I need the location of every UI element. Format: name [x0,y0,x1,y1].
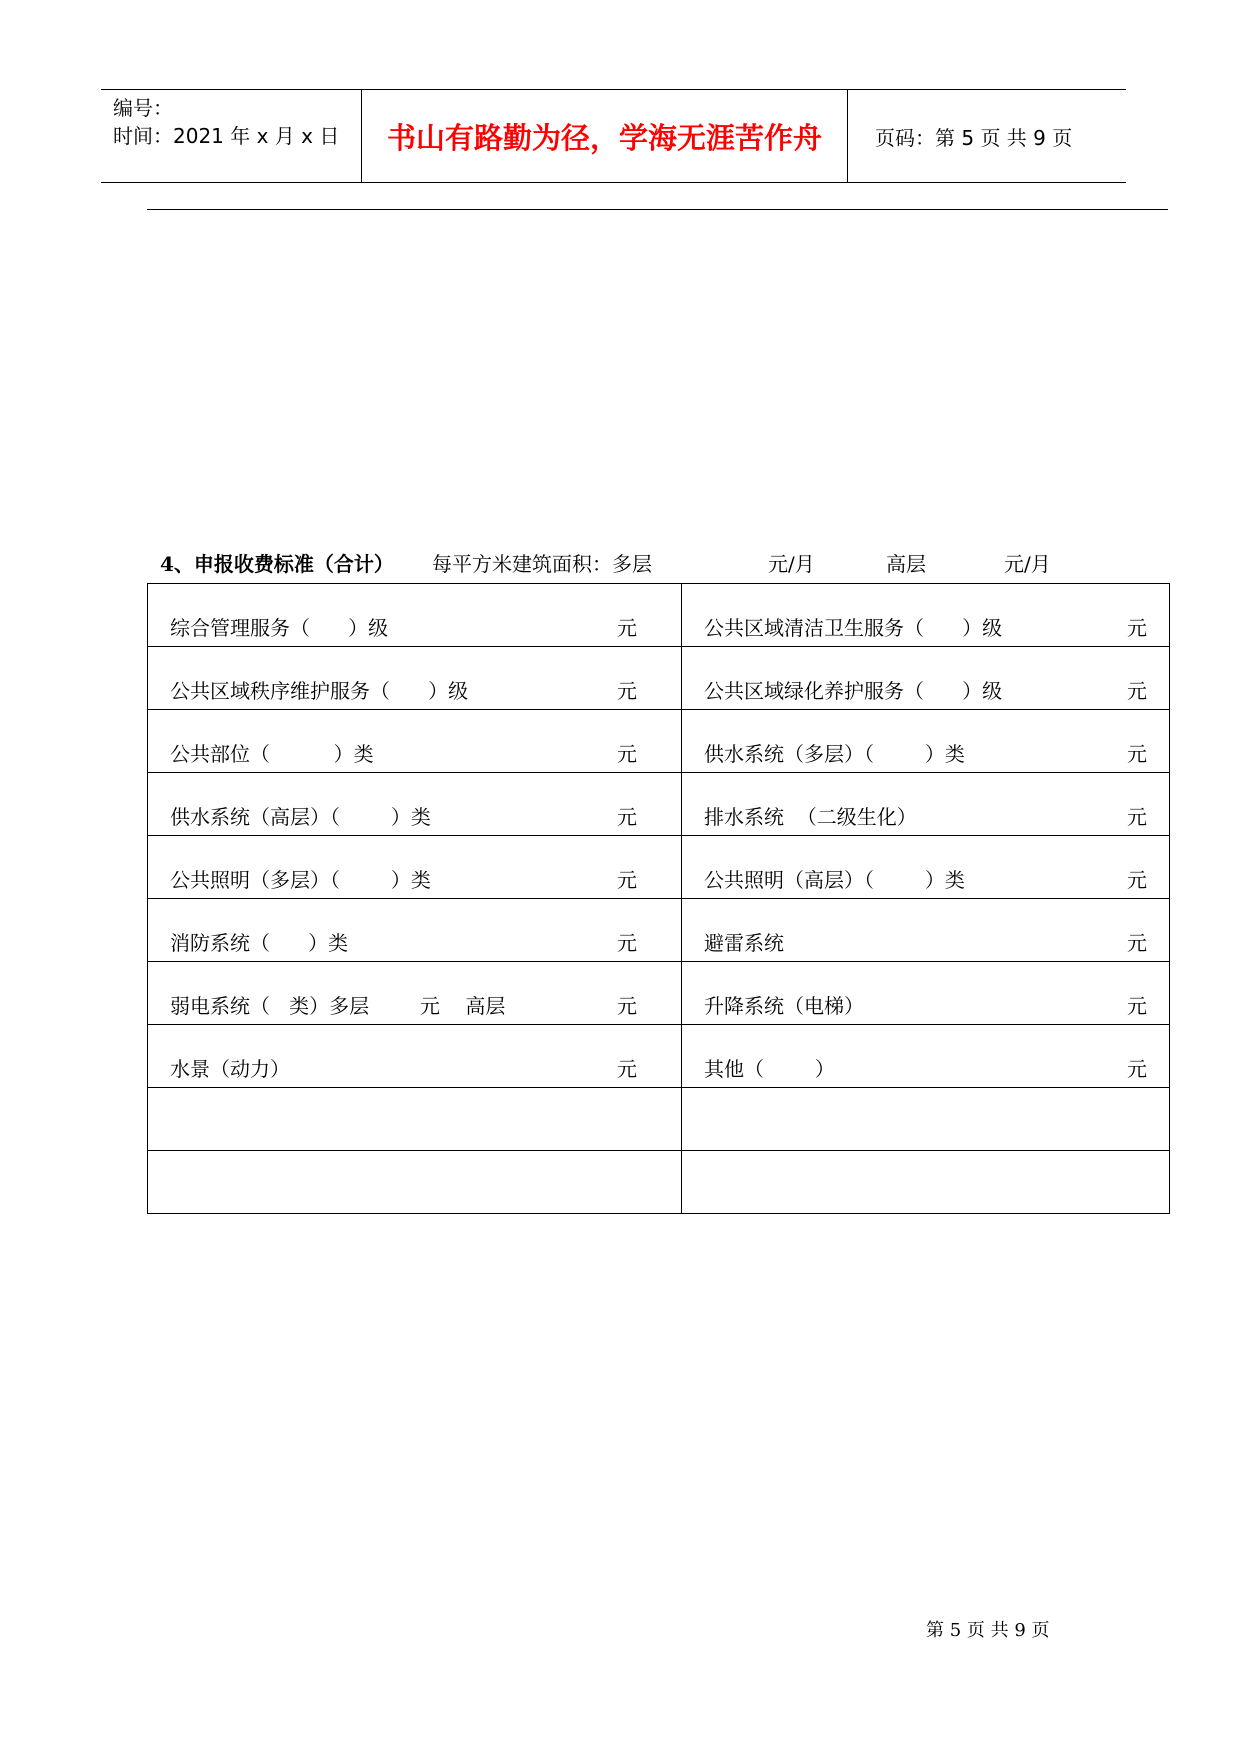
fee-item-label: 供水系统（多层）（ ）类 [704,742,965,766]
fee-row [148,962,1170,1025]
fee-cell-right [682,773,1170,836]
fee-item-unit: 元 [1127,742,1147,766]
fee-cell-left [148,1151,682,1214]
fee-item-unit: 元 [1127,679,1147,703]
fee-item-unit: 元 [1127,994,1147,1018]
fee-cell-right [682,584,1170,647]
section-title: 4、申报收费标准（合计） [160,552,394,576]
fee-item-unit: 元 [617,994,637,1018]
fee-row [148,1088,1170,1151]
fee-item-unit: 元 [617,616,637,640]
fee-cell-right [682,1151,1170,1214]
fee-item-label: 消防系统（ ）类 [170,931,349,955]
fee-cell-right [682,647,1170,710]
page-footer: 第 5 页 共 9 页 [926,1620,1050,1641]
fee-item [148,1088,681,1150]
fee-item-label: 供水系统（高层）（ ）类 [170,805,431,829]
fee-cell-left [148,899,682,962]
fee-cell-left [148,836,682,899]
fee-item [682,836,1169,898]
fee-item-unit: 元 [617,742,637,766]
fee-item [682,962,1169,1024]
fee-cell-left [148,584,682,647]
fee-row [148,584,1170,647]
fee-item [682,773,1169,835]
fee-cell-left [148,773,682,836]
fee-item [682,1088,1169,1150]
area-label: 每平方米建筑面积：多层 [432,552,652,576]
fee-item [148,962,681,1024]
fee-item-unit: 元 [617,679,637,703]
fee-cell-left [148,710,682,773]
fee-item-label: 升降系统（电梯） [704,994,864,1018]
fee-item-label: 水景（动力） [170,1057,290,1081]
fee-item-unit: 元 [1127,805,1147,829]
fee-cell-right [682,962,1170,1025]
serial-label: 编号： [113,96,173,120]
fee-item [148,1151,681,1213]
fee-cell-right [682,1025,1170,1088]
fee-item [148,584,681,646]
fee-item [148,899,681,961]
fee-item-unit: 元 [1127,616,1147,640]
fee-item [682,710,1169,772]
fee-item-label: 综合管理服务（ ）级 [170,616,389,640]
fee-cell-left [148,962,682,1025]
fee-item [148,647,681,709]
page-header [101,89,1126,183]
fee-row [148,899,1170,962]
fee-item [682,584,1169,646]
fee-cell-right [682,836,1170,899]
page-info-text: 页码：第 5 页 共 9 页 [875,125,1073,150]
fee-item [148,710,681,772]
fee-cell-right [682,1088,1170,1151]
fee-item [682,1151,1169,1213]
fee-cell-right [682,710,1170,773]
fee-row [148,773,1170,836]
fee-item-unit: 元 [617,868,637,892]
fee-item-label: 公共照明（高层）（ ）类 [704,868,965,892]
fee-item-label: 公共区域绿化养护服务（ ）级 [704,679,1003,703]
fee-row [148,836,1170,899]
fee-row [148,647,1170,710]
fee-item-unit: 元 [1127,931,1147,955]
fee-item-label: 避雷系统 [704,931,784,955]
fee-item-unit: 元 [617,1057,637,1081]
header-motto: 书山有路勤为径，学海无涯苦作舟 [362,90,848,182]
fee-item [148,773,681,835]
fee-item-unit: 元 [617,931,637,955]
fee-cell-left [148,1025,682,1088]
time-label: 时间：2021 年 x 月 x 日 [113,124,340,148]
section-heading [160,548,1080,580]
fee-item [148,1025,681,1087]
fee-item-label: 公共区域清洁卫生服务（ ）级 [704,616,1003,640]
fee-cell-right [682,899,1170,962]
header-meta [101,90,362,182]
fee-item [682,1025,1169,1087]
fee-cell-left [148,1088,682,1151]
fee-table [147,583,1170,1214]
fee-item-label: 公共区域秩序维护服务（ ）级 [170,679,469,703]
fee-item-unit: 元 [1127,868,1147,892]
fee-item [148,836,681,898]
high-label: 高层 [886,552,926,576]
fee-row [148,1025,1170,1088]
fee-cell-left [148,647,682,710]
header-page-info [861,90,1126,182]
header-divider [147,209,1168,210]
unit-multi: 元/月 [768,552,815,576]
fee-item-label: 排水系统 （二级生化） [704,805,917,829]
fee-item-label: 公共部位（ ）类 [170,742,374,766]
fee-item-unit: 元 [1127,1057,1147,1081]
fee-item-unit: 元 [617,805,637,829]
fee-item [682,899,1169,961]
fee-item-label: 弱电系统（ 类）多层 元 高层 [170,994,506,1018]
unit-high: 元/月 [1004,552,1051,576]
fee-row [148,710,1170,773]
fee-item [682,647,1169,709]
fee-item-label: 公共照明（多层）（ ）类 [170,868,431,892]
fee-row [148,1151,1170,1214]
fee-table-body [148,584,1170,1214]
fee-item-label: 其他（ ） [704,1057,835,1081]
